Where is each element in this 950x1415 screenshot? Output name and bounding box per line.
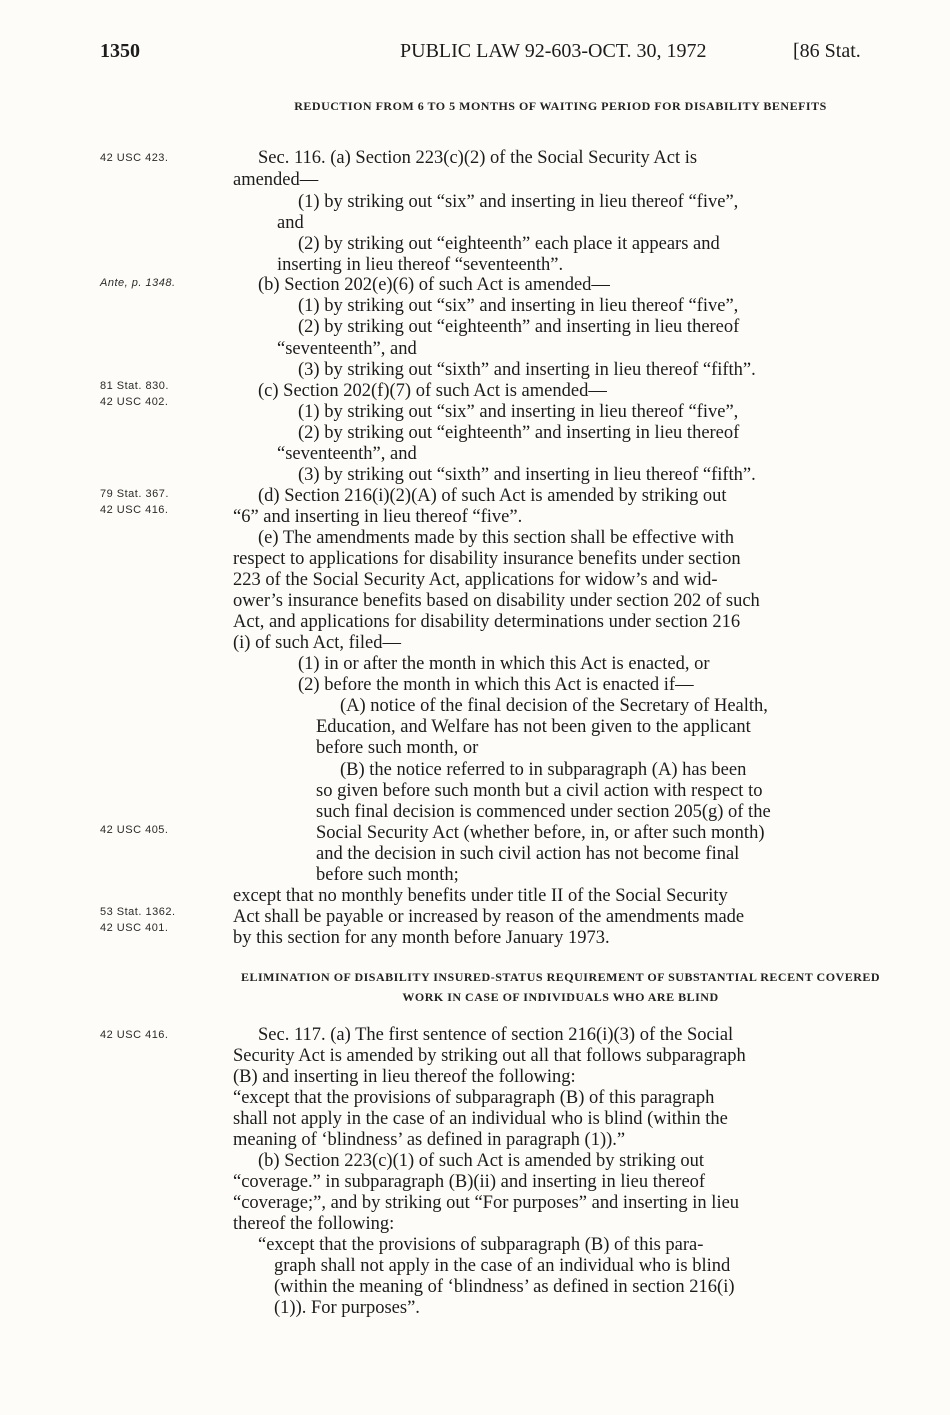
margin-note: 53 Stat. 1362.	[100, 906, 176, 918]
text-line: (A) notice of the final decision of the Secretary of Health,	[340, 696, 768, 716]
text-line: (3) by striking out “sixth” and inserting in lieu thereof “fifth”.	[298, 465, 756, 485]
text-line: so given before such month but a civil action with respect to	[316, 781, 763, 801]
volume-reference: [86 Stat.	[793, 40, 861, 62]
margin-note: 42 USC 405.	[100, 824, 169, 836]
text-line: and	[277, 213, 304, 233]
running-header	[0, 40, 950, 70]
text-line: (d) Section 216(i)(2)(A) of such Act is amended by striking out	[258, 486, 727, 506]
margin-note: 42 USC 423.	[100, 152, 169, 164]
text-line: such final decision is commenced under section 205(g) of the	[316, 802, 771, 822]
text-line: and the decision in such civil action has not become final	[316, 844, 740, 864]
text-line: (b) Section 202(e)(6) of such Act is amended—	[258, 275, 610, 295]
text-line: Education, and Welfare has not been given to the applicant	[316, 717, 751, 737]
text-line: (2) by striking out “eighteenth” and inserting in lieu thereof	[298, 317, 740, 337]
text-line: Social Security Act (whether before, in, or after such month)	[316, 823, 765, 843]
text-line: (within the meaning of ‘blindness’ as defined in section 216(i)	[274, 1277, 735, 1297]
margin-note: 42 USC 401.	[100, 922, 169, 934]
text-line: (i) of such Act, filed—	[233, 633, 401, 653]
text-line: respect to applications for disability insurance benefits under section	[233, 549, 741, 569]
text-line: inserting in lieu thereof “seventeenth”.	[277, 255, 564, 275]
text-line: by this section for any month before January 1973.	[233, 928, 610, 948]
margin-note: 42 USC 416.	[100, 1029, 169, 1041]
text-line: (B) and inserting in lieu thereof the following:	[233, 1067, 576, 1087]
text-line: graph shall not apply in the case of an individual who is blind	[274, 1256, 731, 1276]
text-line: (2) by striking out “eighteenth” each place it appears and	[298, 234, 720, 254]
section-caption: ELIMINATION OF DISABILITY INSURED-STATUS REQUIREMENT OF SUBSTANTIAL RECENT COVERED WORK IN CASE OF INDIVIDUALS WHO ARE BLIND	[240, 970, 881, 1004]
text-line: “seventeenth”, and	[277, 444, 417, 464]
text-line: shall not apply in the case of an individual who is blind (within the	[233, 1109, 728, 1129]
section-caption: REDUCTION FROM 6 TO 5 MONTHS OF WAITING PERIOD FOR DISABILITY BENEFITS	[294, 99, 827, 113]
running-title: PUBLIC LAW 92-603-OCT. 30, 1972	[400, 40, 707, 62]
text-line: ower’s insurance benefits based on disability under section 202 of such	[233, 591, 760, 611]
text-line: “seventeenth”, and	[277, 339, 417, 359]
page-number: 1350	[100, 40, 140, 62]
margin-note: 81 Stat. 830.	[100, 380, 169, 392]
margin-note: 42 USC 416.	[100, 504, 169, 516]
margin-note: 42 USC 402.	[100, 396, 169, 408]
text-line: “except that the provisions of subparagraph (B) of this paragraph	[233, 1088, 715, 1108]
text-line: “coverage.” in subparagraph (B)(ii) and inserting in lieu thereof	[233, 1172, 706, 1192]
text-line: (2) before the month in which this Act is enacted if—	[298, 675, 694, 695]
text-line: (1)). For purposes”.	[274, 1298, 420, 1318]
text-line: amended—	[233, 170, 319, 190]
text-line: (e) The amendments made by this section shall be effective with	[258, 528, 735, 548]
text-line: “coverage;”, and by striking out “For purposes” and inserting in lieu	[233, 1193, 740, 1213]
text-line: “6” and inserting in lieu thereof “five”.	[233, 507, 523, 527]
text-line: (1) by striking out “six” and inserting in lieu thereof “five”,	[298, 296, 739, 316]
text-line: (c) Section 202(f)(7) of such Act is amended—	[258, 381, 607, 401]
text-line: (b) Section 223(c)(1) of such Act is amended by striking out	[258, 1151, 704, 1171]
text-line: “except that the provisions of subparagraph (B) of this para-	[258, 1235, 704, 1255]
text-line: (1) by striking out “six” and inserting in lieu thereof “five”,	[298, 402, 739, 422]
text-line: Act shall be payable or increased by reason of the amendments made	[233, 907, 745, 927]
text-line: (B) the notice referred to in subparagraph (A) has been	[340, 760, 747, 780]
text-line: Sec. 117. (a) The first sentence of section 216(i)(3) of the Social	[258, 1025, 734, 1045]
text-line: except that no monthly benefits under title II of the Social Security	[233, 886, 728, 906]
text-line: (3) by striking out “sixth” and inserting in lieu thereof “fifth”.	[298, 360, 756, 380]
margin-note: Ante, p. 1348.	[100, 277, 176, 289]
text-line: Sec. 116. (a) Section 223(c)(2) of the Social Security Act is	[258, 148, 698, 168]
text-line: before such month;	[316, 865, 459, 885]
text-line: before such month, or	[316, 738, 479, 758]
margin-note: 79 Stat. 367.	[100, 488, 169, 500]
text-line: (1) by striking out “six” and inserting in lieu thereof “five”,	[298, 192, 739, 212]
text-line: Security Act is amended by striking out all that follows subparagraph	[233, 1046, 746, 1066]
text-line: (2) by striking out “eighteenth” and inserting in lieu thereof	[298, 423, 740, 443]
text-line: thereof the following:	[233, 1214, 395, 1234]
text-line: 223 of the Social Security Act, applications for widow’s and wid-	[233, 570, 718, 590]
text-line: meaning of ‘blindness’ as defined in paragraph (1)).”	[233, 1130, 626, 1150]
text-line: (1) in or after the month in which this Act is enacted, or	[298, 654, 710, 674]
text-line: Act, and applications for disability determinations under section 216	[233, 612, 741, 632]
